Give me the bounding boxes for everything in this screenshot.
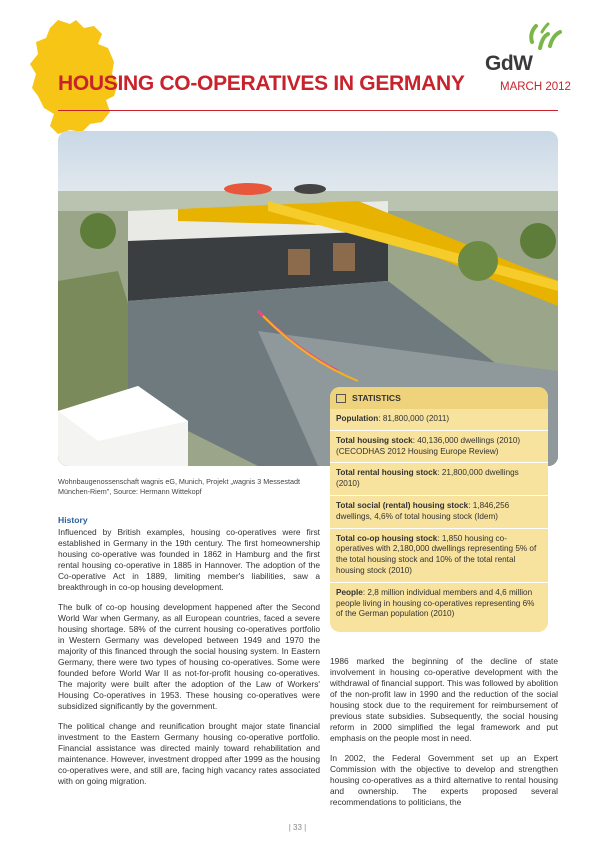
stat-coop-housing — [330, 529, 548, 583]
statistics-heading: STATISTICS — [352, 393, 401, 403]
stat-label: Total social (rental) housing stock — [336, 500, 469, 510]
table-icon — [336, 394, 346, 403]
history-heading: History — [58, 515, 88, 525]
gdw-logo-text: GdW — [485, 52, 533, 75]
publication-date: MARCH 2012 — [500, 81, 571, 93]
stat-value: : 2,8 million individual members and 4,6 million people living in housing co-operatives representing 6% of the German population (2010) — [336, 587, 535, 619]
stat-label: Total rental housing stock — [336, 468, 438, 478]
stat-value: : 21,800,000 dwellings (2010) — [336, 468, 519, 489]
statistics-header — [330, 387, 548, 409]
stat-value: : 40,136,000 dwellings (2010) (CECODHAS 2012 Housing Europe Review) — [336, 435, 521, 456]
body-paragraph: In 2002, the Federal Government set up an Expert Commission with the objective to develop and strengthen housing co-operatives as a third alternative to rental housing and ownership. The experts proposed several recommendations to politicians, the — [330, 753, 558, 807]
stat-social-housing — [330, 496, 548, 529]
title-divider — [58, 110, 558, 111]
stat-rental-housing — [330, 463, 548, 496]
stat-label: Total co-op housing stock — [336, 533, 438, 543]
stat-value: : 81,800,000 (2011) — [378, 414, 450, 423]
page-title: HOUSING CO-OPERATIVES IN GERMANY — [58, 72, 465, 95]
photo-caption: Wohnbaugenossenschaft wagnis eG, Munich, Projekt „wagnis 3 Messestadt München-Riem", Source: Hermann Wittekopf — [58, 477, 300, 496]
stat-label: Population — [336, 414, 379, 423]
stat-value: : 1,850 housing co-operatives with 2,180,000 dwellings representing 5% of the total housing stock and 10% of the total rental housing stock (2010) — [336, 533, 537, 575]
history-paragraph: The bulk of co-op housing development happened after the Second World War when Germany, as all European countries, faced a severe housing shortage. 58% of the current housing co-operatives portfolio in Western Germany was developed between 1949 and 1970 the majority of this financed through the social housing system. In Eastern Germany, there were two types of housing co-operatives. Some were founded before World War II as not-for-profit housing co-operatives. The majority were built after the adoption of the Law of Workers' Housing Co-operatives in 1953. These housing co-operatives were subsidized significantly by the government. — [58, 602, 320, 711]
statistics-box — [330, 387, 548, 632]
right-column — [330, 656, 558, 817]
history-paragraph: The political change and reunification brought major state financial investment to the Eastern Germany housing co-operative portfolio. Financial assistance was directed mainly toward rehabilitation and maintenance. However, investment dropped after 1999 as the housing co-operatives were, and still are, facing high vacancy rates associated with on going migration. — [58, 721, 320, 786]
history-paragraph: Influenced by British examples, housing co-operatives were first established in Germany in the 19th century. The first homeownership housing co-operative was founded in 1862 in Hamburg and the first rental housing co-operative in 1885 in Hannover. The adoption of the Co-operative Act in 1889, limiting member's liabilities, saw a breakthrough in co-op housing development. — [58, 527, 320, 592]
history-section — [58, 515, 320, 796]
stat-value: : 1,846,256 dwellings, 4,6% of total housing stock (Idem) — [336, 500, 510, 521]
page-number: | 33 | — [288, 823, 307, 832]
stat-total-housing — [330, 431, 548, 464]
body-paragraph: 1986 marked the beginning of the decline of state involvement in housing co-operative development with the withdrawal of financial support. This was followed by abolition of the non-profit law in 1990 and the reduction of the social housing stock due to the requirement for reimbursement of previous state subsidies. Subsequently, the social housing reform in 2000 simplified the legal framework and put emphasis on the people most in need. — [330, 656, 558, 743]
stat-people — [330, 583, 548, 625]
stat-label: Total housing stock — [336, 435, 413, 445]
stat-label: People — [336, 587, 363, 597]
stat-population — [330, 409, 548, 431]
